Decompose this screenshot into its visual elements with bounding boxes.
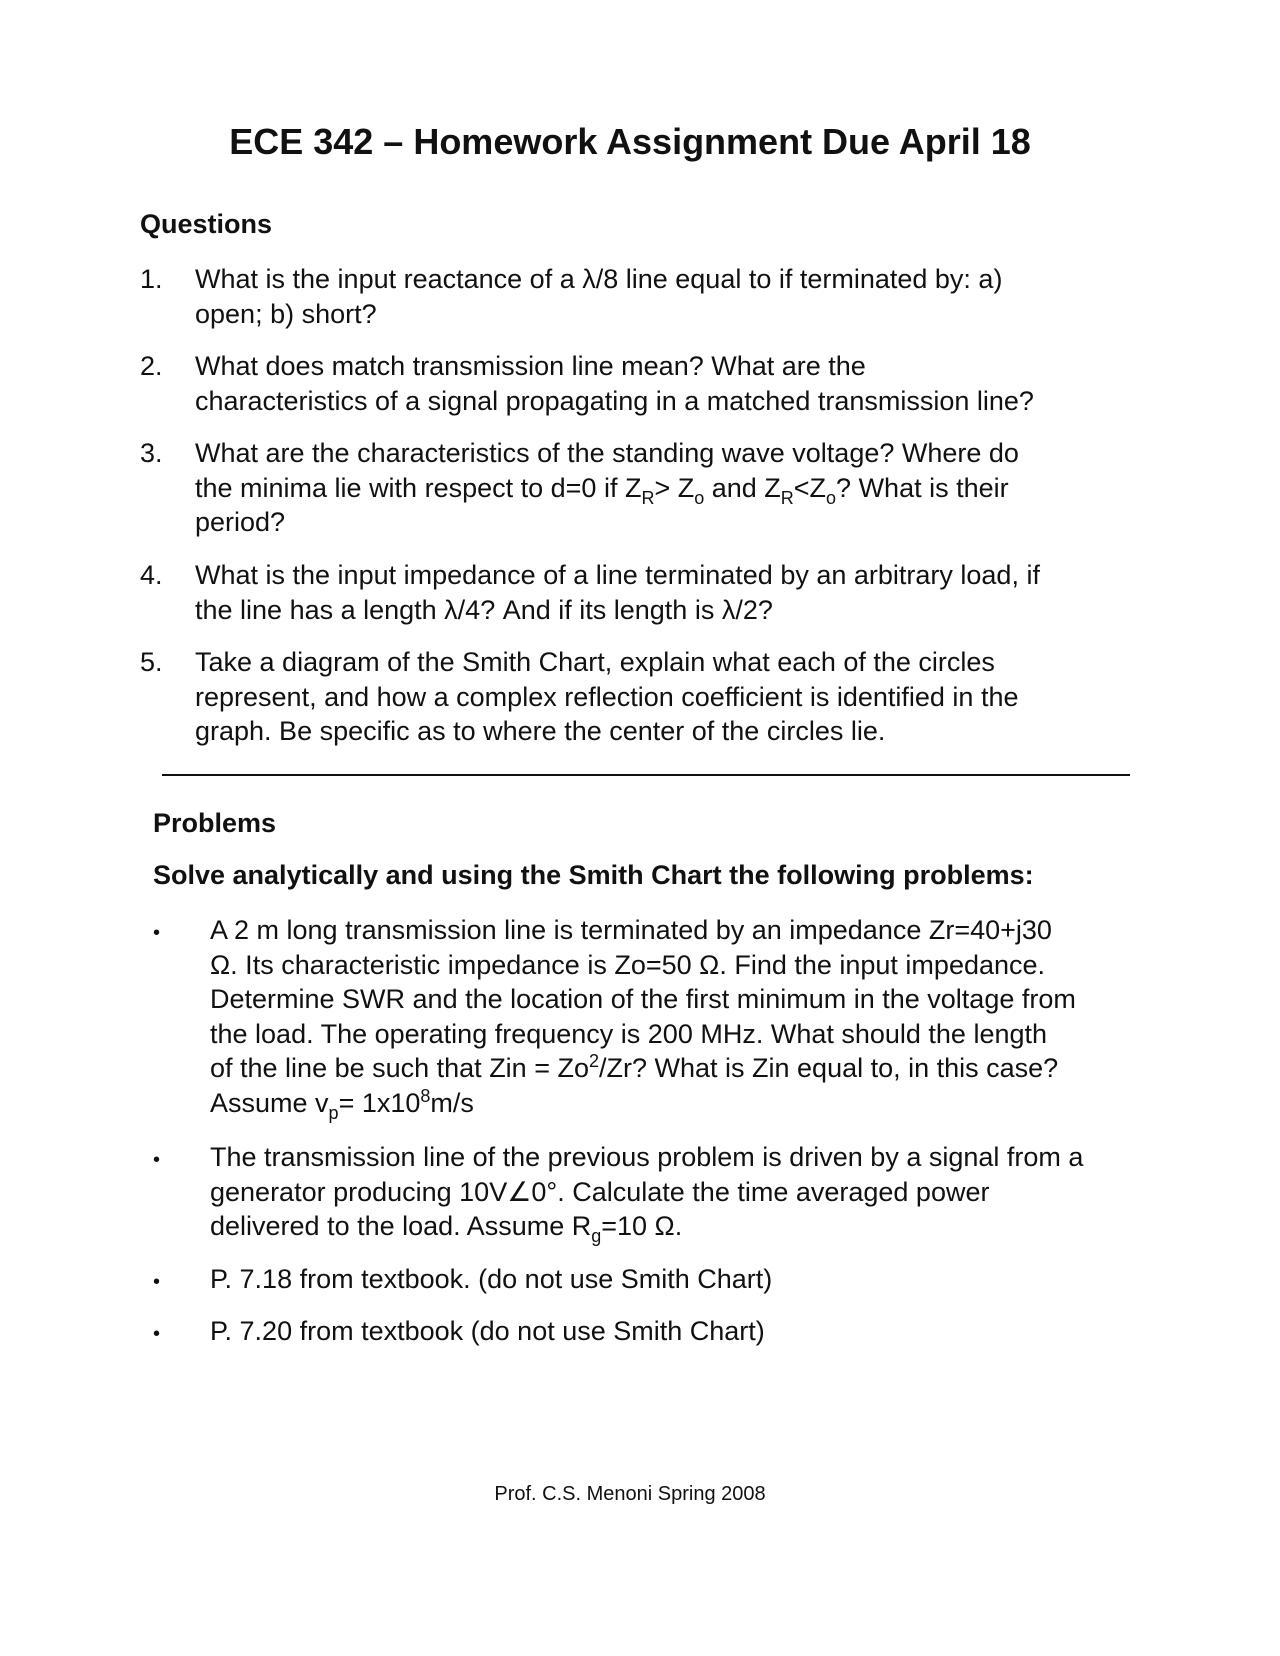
problem-line: of the line be such that Zin = $Zo^2/Zr$? What is Zin equal to, in this case? [210,1051,1059,1083]
question-line: the line has a length λ/4? And if its length is λ/2? [195,594,773,625]
problem-line: the load. The operating frequency is 200 MHz. What should the length [210,1018,1048,1049]
problem-text [210,1262,772,1297]
bullet: • [153,1149,161,1171]
problem-text [210,1140,1083,1244]
problem-line: P. 7.20 from textbook (do not use Smith Chart) [210,1316,765,1346]
question-line: What does match transmission line mean? What are the [195,351,866,381]
question-text [195,645,1018,749]
question-number: 1. [140,264,163,294]
question-line: What are the characteristics of the standing wave voltage? Where do [195,438,1019,468]
problem-line: generator producing 10V∠0°. Calculate the time averaged power [210,1176,990,1207]
problem-line: Determine SWR and the location of the first minimum in the voltage from [210,984,1076,1014]
section-divider [162,774,1130,776]
question-line: represent, and how a complex reflection coefficient is identified in the [195,681,1019,712]
problem-text [210,1314,765,1349]
problem-line: P. 7.18 from textbook. (do not use Smith Chart) [210,1264,773,1294]
problem-line: The transmission line of the previous problem is driven by a signal from a [210,1142,1084,1172]
page-footer: Prof. C.S. Menoni Spring 2008 [494,1483,766,1505]
problems-heading: Problems [153,808,277,838]
problem-line: delivered to the load. Assume $R_g=10$ Ω. [210,1211,683,1246]
question-number: 2. [140,351,163,381]
question-line: open; b) short? [195,298,377,329]
question-line: Take a diagram of the Smith Chart, explain what each of the circles [195,647,995,677]
problem-text [210,913,1076,1123]
question-number: 4. [140,560,163,590]
question-text [195,436,1019,540]
question-text [195,349,1034,418]
question-line: period? [195,507,286,537]
question-line: the minima lie with respect to d=0 if $Z_R> Z_o$ and $Z_R<Z_o$? What is their [195,472,1009,508]
question-number: 3. [140,438,163,468]
page-title: ECE 342 – Homework Assignment Due April 18 [229,121,1031,162]
bullet: • [153,922,161,944]
question-text [195,262,1002,331]
problems-subheading: Solve analytically and using the Smith Chart the following problems: [153,860,1034,890]
question-line: What is the input impedance of a line terminated by an arbitrary load, if [195,560,1040,590]
question-line: graph. Be specific as to where the center of the circles lie. [195,716,886,746]
question-line: characteristics of a signal propagating in a matched transmission line? [195,385,1034,416]
bullet: • [153,1323,161,1345]
bullet: • [153,1271,161,1293]
problem-line: Ω. Its characteristic impedance is Zo=50 Ω. Find the input impedance. [210,949,1046,980]
question-line: What is the input reactance of a λ/8 line equal to if terminated by: a) [195,264,1003,294]
questions-heading: Questions [140,209,273,239]
question-text [195,558,1040,627]
problem-line: A 2 m long transmission line is terminated by an impedance Zr=40+j30 [210,915,1052,945]
question-number: 5. [140,647,163,677]
problem-line: Assume $v_p= 1x10^8m/s$ [210,1085,474,1123]
